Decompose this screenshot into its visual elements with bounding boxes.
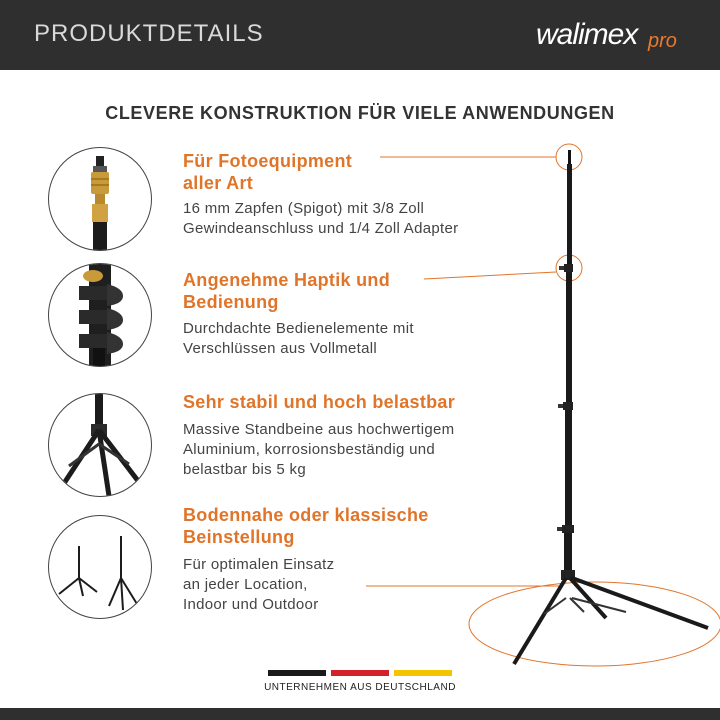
feature-title-line: Beinstellung — [183, 527, 295, 547]
tripod-legs-icon — [49, 394, 151, 496]
page-title: PRODUKTDETAILS — [34, 20, 264, 47]
flag-bar-black — [268, 670, 326, 676]
feature-desc-line: Aluminium, korrosionsbeständig und — [183, 441, 435, 458]
feature-title-line: Bodennahe oder klassische — [183, 505, 429, 525]
stand-clamp-3 — [562, 525, 574, 533]
stand-section-top — [567, 164, 572, 264]
feature-desc-stance — [183, 555, 543, 615]
stand-section-middle — [566, 272, 572, 402]
feature-desc-line: Verschlüssen aus Vollmetall — [183, 340, 378, 357]
feature-title-stance — [183, 504, 483, 548]
feature-desc-handling — [183, 319, 543, 359]
feature-desc-line: Durchdachte Bedienelemente mit — [183, 320, 414, 337]
feature-desc-stability — [183, 420, 543, 480]
spigot-thumbnail — [48, 147, 152, 251]
stand-leg-hub — [561, 570, 575, 580]
stand-brace-right — [572, 598, 626, 612]
stand-clamp-2 — [563, 402, 573, 410]
logo-main-text: walimex — [536, 18, 638, 51]
feature-desc-line: belastbar bis 5 kg — [183, 461, 306, 478]
feature-desc-line: Massive Standbeine aus hochwertigem — [183, 421, 455, 438]
feature-title-line: Für Fotoequipment — [183, 151, 353, 171]
feature-desc-line: an jeder Location, — [183, 576, 308, 593]
main-heading: CLEVERE KONSTRUKTION FÜR VIELE ANWENDUNGEN — [105, 103, 615, 123]
locking-knob-icon — [49, 264, 151, 366]
feature-title-line: aller Art — [183, 173, 254, 193]
stand-section-bottom — [564, 533, 572, 573]
feature-desc-line: Gewindeanschluss und 1/4 Zoll Adapter — [183, 220, 459, 237]
stand-knob-1 — [559, 266, 564, 270]
header-bar — [0, 0, 720, 70]
flag-bar-red — [331, 670, 389, 676]
feature-desc-line: Für optimalen Einsatz — [183, 556, 335, 573]
stand-brace-center — [570, 598, 584, 612]
stand-clamp-1 — [564, 264, 573, 272]
stand-knob-2 — [558, 404, 563, 408]
feature-desc-equipment — [183, 199, 543, 239]
feature-title-line: Angenehme Haptik und — [183, 270, 391, 290]
feature-title-line: Bedienung — [183, 292, 279, 312]
stand-brace-left — [544, 598, 566, 614]
legs-thumbnail — [48, 393, 152, 497]
feature-title-equipment — [183, 150, 483, 194]
footer-bar — [0, 708, 720, 720]
stand-leg-center — [570, 578, 606, 618]
flag-bar-gold — [394, 670, 452, 676]
feature-title-stability — [183, 391, 513, 413]
brand-logo — [536, 14, 696, 54]
logo-sub-text: pro — [648, 30, 677, 52]
feature-desc-line: Indoor und Outdoor — [183, 596, 319, 613]
callout-circle-knob — [556, 255, 582, 281]
feature-desc-line: 16 mm Zapfen (Spigot) mit 3/8 Zoll — [183, 200, 425, 217]
made-in-germany-caption: UNTERNEHMEN AUS DEUTSCHLAND — [264, 682, 456, 693]
stand-knob-3 — [557, 527, 562, 531]
stand-section-lower — [565, 410, 572, 525]
stance-thumbnail — [48, 515, 152, 619]
stand-leg-right — [572, 578, 708, 628]
feature-title-line: Sehr stabil und hoch belastbar — [183, 392, 456, 412]
two-stands-icon — [49, 516, 151, 618]
knob-thumbnail — [48, 263, 152, 367]
feature-title-handling — [183, 269, 483, 313]
spigot-icon — [49, 148, 151, 250]
callout-circle-top — [556, 144, 582, 170]
stand-spigot — [568, 150, 571, 164]
